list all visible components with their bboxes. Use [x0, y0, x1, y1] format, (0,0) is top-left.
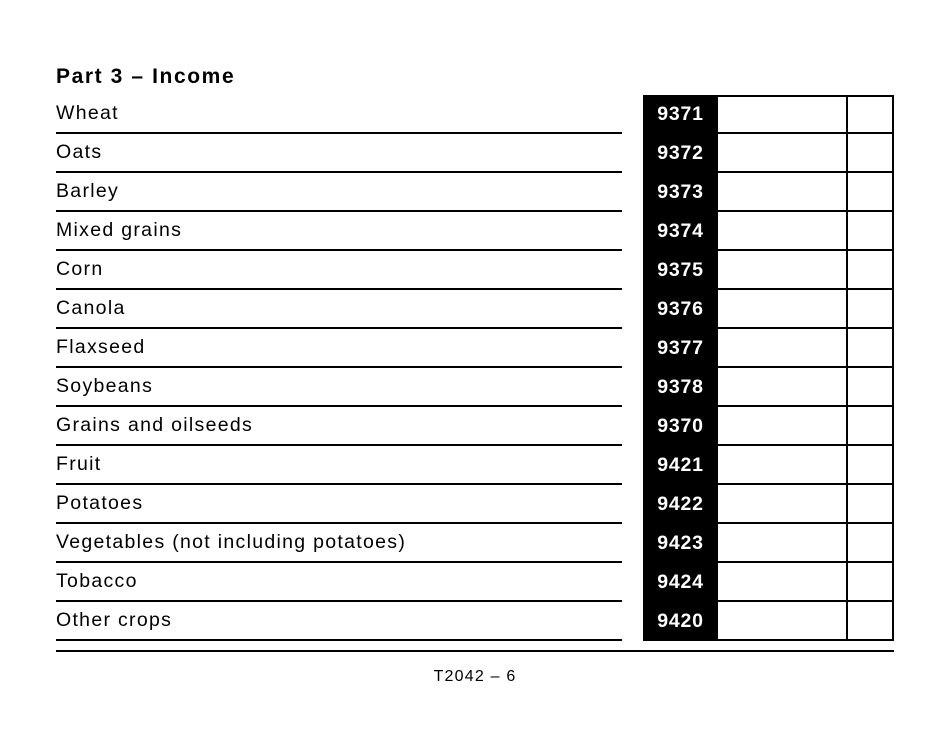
income-row-oats [56, 134, 894, 173]
amount-field[interactable] [718, 173, 846, 212]
cents-field[interactable] [846, 134, 894, 173]
income-row-grains-and-oilseeds [56, 407, 894, 446]
line-code: 9378 [643, 368, 718, 407]
cents-field[interactable] [846, 251, 894, 290]
line-code: 9420 [643, 602, 718, 641]
line-code: 9374 [643, 212, 718, 251]
amount-field[interactable] [718, 563, 846, 602]
income-row-tobacco [56, 563, 894, 602]
line-code: 9376 [643, 290, 718, 329]
line-code: 9424 [643, 563, 718, 602]
amount-field[interactable] [718, 524, 846, 563]
cents-field[interactable] [846, 173, 894, 212]
row-label: Potatoes [56, 485, 622, 524]
amount-field[interactable] [718, 407, 846, 446]
income-row-other-crops [56, 602, 894, 641]
income-row-flaxseed [56, 329, 894, 368]
line-code: 9371 [643, 95, 718, 134]
row-label: Wheat [56, 95, 622, 134]
line-code: 9421 [643, 446, 718, 485]
amount-field[interactable] [718, 212, 846, 251]
row-label: Canola [56, 290, 622, 329]
line-code: 9377 [643, 329, 718, 368]
row-label: Barley [56, 173, 622, 212]
income-row-vegetables [56, 524, 894, 563]
line-code: 9423 [643, 524, 718, 563]
income-row-soybeans [56, 368, 894, 407]
cents-field[interactable] [846, 95, 894, 134]
row-label: Tobacco [56, 563, 622, 602]
cents-field[interactable] [846, 446, 894, 485]
amount-field[interactable] [718, 446, 846, 485]
row-label: Flaxseed [56, 329, 622, 368]
part-heading: Part 3 – Income [56, 65, 236, 88]
row-label: Soybeans [56, 368, 622, 407]
cents-field[interactable] [846, 212, 894, 251]
amount-field[interactable] [718, 368, 846, 407]
line-code: 9372 [643, 134, 718, 173]
row-label: Mixed grains [56, 212, 622, 251]
row-label: Vegetables (not including potatoes) [56, 524, 622, 563]
cents-field[interactable] [846, 563, 894, 602]
income-table [56, 95, 894, 641]
amount-field[interactable] [718, 95, 846, 134]
row-label: Grains and oilseeds [56, 407, 622, 446]
line-code: 9373 [643, 173, 718, 212]
amount-field[interactable] [718, 329, 846, 368]
income-row-mixed-grains [56, 212, 894, 251]
cents-field[interactable] [846, 329, 894, 368]
income-row-potatoes [56, 485, 894, 524]
cents-field[interactable] [846, 524, 894, 563]
income-row-canola [56, 290, 894, 329]
amount-field[interactable] [718, 290, 846, 329]
row-label: Other crops [56, 602, 622, 641]
amount-field[interactable] [718, 251, 846, 290]
row-label: Corn [56, 251, 622, 290]
amount-field[interactable] [718, 485, 846, 524]
cents-field[interactable] [846, 368, 894, 407]
page-number: T2042 – 6 [433, 668, 517, 685]
cents-field[interactable] [846, 290, 894, 329]
income-row-fruit [56, 446, 894, 485]
line-code: 9375 [643, 251, 718, 290]
footer-divider [56, 650, 894, 652]
cents-field[interactable] [846, 485, 894, 524]
cents-field[interactable] [846, 602, 894, 641]
amount-field[interactable] [718, 602, 846, 641]
income-row-wheat [56, 95, 894, 134]
line-code: 9422 [643, 485, 718, 524]
amount-field[interactable] [718, 134, 846, 173]
income-row-corn [56, 251, 894, 290]
line-code: 9370 [643, 407, 718, 446]
income-row-barley [56, 173, 894, 212]
row-label: Fruit [56, 446, 622, 485]
row-label: Oats [56, 134, 622, 173]
cents-field[interactable] [846, 407, 894, 446]
